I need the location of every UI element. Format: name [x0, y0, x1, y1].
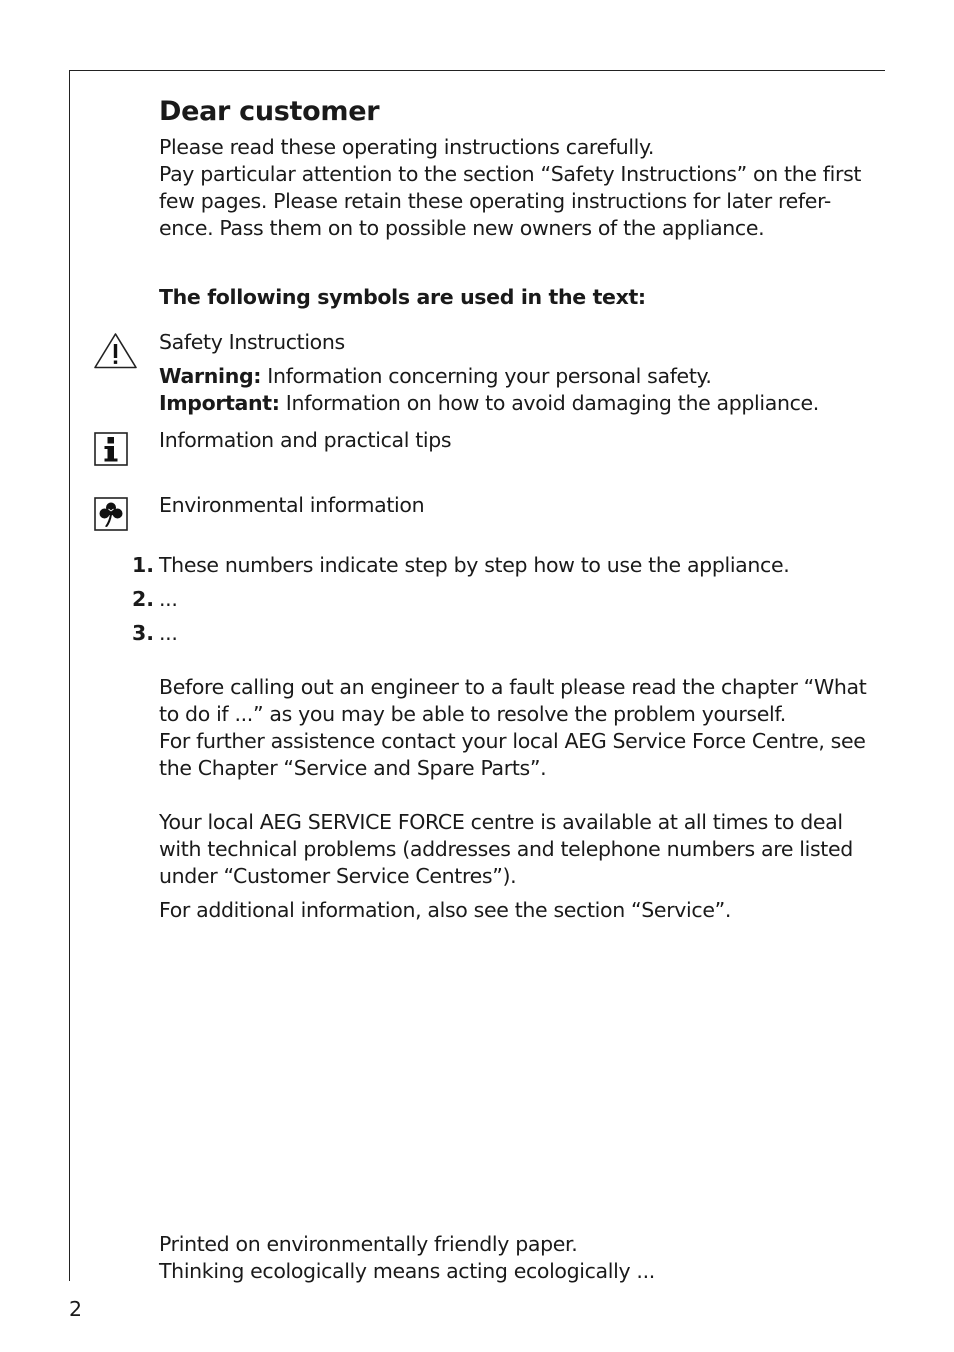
safety-instructions-label: Safety Instructions [159, 330, 345, 354]
step-text: These numbers indicate step by step how to use the appliance. [159, 553, 790, 577]
step-number: 2. [131, 587, 154, 611]
intro-line-3: few pages. Please retain these operating instructions for later refer- [159, 189, 831, 213]
clover-leaf-icon [94, 497, 128, 531]
step-text: ... [159, 587, 178, 611]
footer-line-1: Printed on environmentally friendly paper. [159, 1232, 578, 1256]
additional-info: For additional information, also see the section “Service”. [159, 898, 732, 922]
fault-line-2: to do if ...” as you may be able to resolve the problem yourself. [159, 702, 786, 726]
environment-label: Environmental information [159, 493, 425, 517]
service-line-2: with technical problems (addresses and telephone numbers are listed [159, 837, 853, 861]
step-number: 1. [131, 553, 154, 577]
warning-line [159, 363, 712, 390]
important-text: Information on how to avoid damaging the appliance. [279, 391, 819, 415]
service-line-1: Your local AEG SERVICE FORCE centre is available at all times to deal [159, 810, 843, 834]
warning-text: Information concerning your personal safety. [261, 364, 712, 388]
important-line [159, 390, 819, 417]
footer-line-2: Thinking ecologically means acting ecologically ... [159, 1259, 655, 1283]
frame-top-rule [69, 70, 885, 71]
intro-line-2: Pay particular attention to the section “Safety Instructions” on the first [159, 162, 862, 186]
step-number: 3. [131, 621, 154, 645]
warning-triangle-icon [93, 332, 138, 370]
symbols-heading: The following symbols are used in the text: [159, 285, 646, 309]
warning-label: Warning: [159, 364, 262, 388]
page-number: 2 [69, 1297, 83, 1321]
info-label: Information and practical tips [159, 428, 452, 452]
info-icon [94, 432, 128, 466]
fault-line-4: the Chapter “Service and Spare Parts”. [159, 756, 547, 780]
service-line-3: under “Customer Service Centres”). [159, 864, 517, 888]
important-label: Important: [159, 391, 280, 415]
fault-line-3: For further assistence contact your local AEG Service Force Centre, see [159, 729, 866, 753]
fault-line-1: Before calling out an engineer to a fault please read the chapter “What [159, 675, 867, 699]
intro-line-4: ence. Pass them on to possible new owners of the appliance. [159, 216, 765, 240]
step-text: ... [159, 621, 178, 645]
frame-left-rule [69, 70, 70, 1281]
page-title: Dear customer [159, 96, 380, 127]
intro-line-1: Please read these operating instructions carefully. [159, 135, 655, 159]
